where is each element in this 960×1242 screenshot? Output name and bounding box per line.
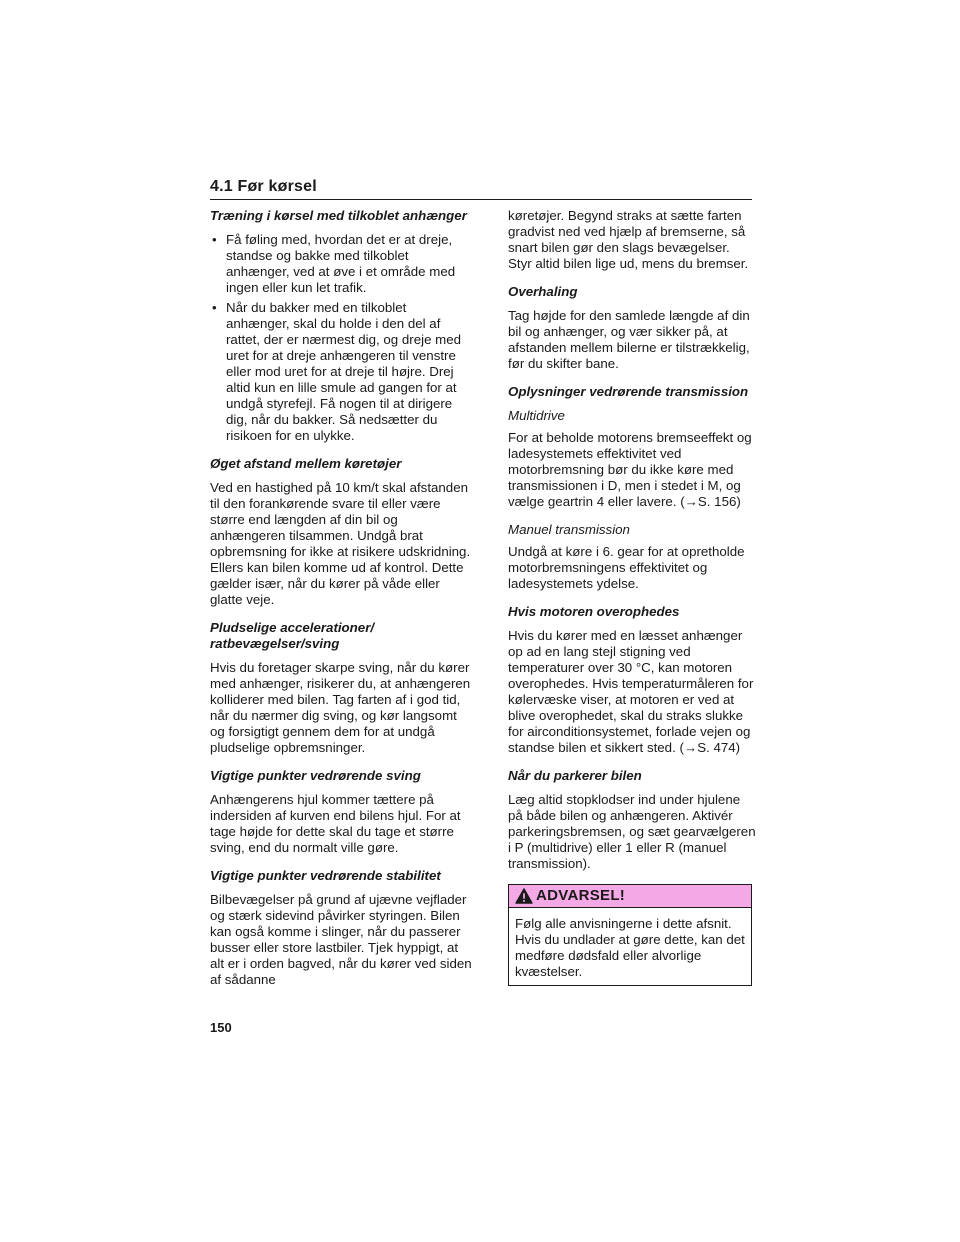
- page-number: 150: [210, 1020, 232, 1035]
- heading-training: Træning i kørsel med tilkoblet anhænger: [210, 208, 467, 223]
- heading-sudden: Pludselige accelerationer/ ratbevægelser/sving: [210, 620, 375, 651]
- paragraph-multidrive: For at beholde motorens bremseeffekt og ladesystemets effektivitet ved motorbremsning bør du ikke køre med transmissionen i D, men i stedet i M, og vælge geartrin 4 eller lavere. (→S. 156): [508, 430, 752, 509]
- paragraph-overtaking: Tag højde for den samlede længde af din bil og anhænger, og vær sikker på, at afstanden mellem bilerne er tilstrækkelig, før du skifter bane.: [508, 308, 750, 371]
- section-title: 4.1 Før kørsel: [210, 178, 317, 195]
- bullet-item: • Få føling med, hvordan det er at dreje, standse og bakke med tilkoblet anhænger, ved at øve i et område med ingen eller kun let trafik.: [210, 232, 472, 296]
- paragraph-distance: Ved en hastighed på 10 km/t skal afstanden til den forankørende svare til eller være større end længden af din bil og anhængeren tilsammen. Undgå brat opbremsning for ikke at risikere udskridning. Ellers kan bilen komme ud af kontrol. Dette gælder især, når du kører på våde eller glatte veje.: [210, 480, 471, 607]
- page-header: [210, 178, 752, 200]
- warning-title: ADVARSEL!: [536, 887, 626, 904]
- warning-box: [508, 884, 752, 986]
- left-column: [210, 208, 472, 1000]
- training-bullets: [210, 232, 472, 444]
- right-column: [508, 208, 756, 986]
- warning-text: Følg alle anvisningerne i dette afsnit. Hvis du undlader at gøre dette, kan det medføre dødsfald eller alvorlige kvæstelser.: [515, 916, 745, 979]
- heading-distance: Øget afstand mellem køretøjer: [210, 456, 402, 471]
- bullet-item: • Når du bakker med en tilkoblet anhænger, skal du holde i den del af rattet, der er nærmest dig, og dreje med uret for at dreje anhængeren til venstre eller mod uret for at dreje til højre. Drej altid kun en lille smule ad gangen for at undgå styrefejl. Få nogen til at dirigere dig, når du bakker. Så nedsætter du risikoen for en ulykke.: [210, 300, 472, 444]
- heading-overheat: Hvis motoren overophedes: [508, 604, 680, 619]
- paragraph-overheat: Hvis du kører med en læsset anhænger op ad en lang stejl stigning ved temperaturer over 30 °C, kan motoren overophedes. Hvis temperaturmåleren for kølervæske viser, at motoren er ved at blive overophedet, skal du straks slukke for airconditionsystemet, forlade vejen og standse bilen et sikkert sted. (→S. 474): [508, 628, 754, 755]
- paragraph-stability-continued: køretøjer. Begynd straks at sætte farten gradvist ned ved hjælp af bremserne, så snart bilen gør den slags bevægelser. Styr altid bilen lige ud, mens du bremser.: [508, 208, 749, 271]
- subheading-multidrive: Multidrive: [508, 408, 565, 423]
- heading-overtaking: Overhaling: [508, 284, 578, 299]
- paragraph-sudden: Hvis du foretager skarpe sving, når du kører med anhænger, risikerer du, at anhængeren kolliderer med bilen. Tag farten af i god tid, når du nærmer dig sving, og kør langsomt og forsigtigt gennem dem for at undgå pludselige opbremsninger.: [210, 660, 471, 755]
- paragraph-stability: Bilbevægelser på grund af ujævne vejflader og stærk sidevind påvirker styringen. Bilen kan også komme i slinger, når du passerer busser eller store lastbiler. Tjek hyppigt, at alt er i orden bagved, når du kører ved siden af sådanne: [210, 892, 472, 987]
- warning-triangle-icon: [515, 888, 533, 904]
- heading-transmission: Oplysninger vedrørende transmission: [508, 384, 749, 399]
- warning-header: [509, 885, 751, 908]
- heading-turning: Vigtige punkter vedrørende sving: [210, 768, 421, 783]
- subheading-manual: Manuel transmission: [508, 522, 630, 537]
- warning-body: [509, 908, 751, 985]
- paragraph-turning: Anhængerens hjul kommer tættere på indersiden af kurven end bilens hjul. For at tage højde for dette skal du tage et større sving, end du normalt ville gøre.: [210, 792, 461, 855]
- paragraph-manual: Undgå at køre i 6. gear for at opretholde motorbremsningens effektivitet og ladesystemets ydelse.: [508, 544, 745, 591]
- heading-parking: Når du parkerer bilen: [508, 768, 642, 783]
- paragraph-parking: Læg altid stopklodser ind under hjulene på både bilen og anhængeren. Aktivér parkeringsbremsen, og sæt gearvælgeren i P (multidrive) eller 1 eller R (manuel transmission).: [508, 792, 756, 871]
- heading-stability: Vigtige punkter vedrørende stabilitet: [210, 868, 441, 883]
